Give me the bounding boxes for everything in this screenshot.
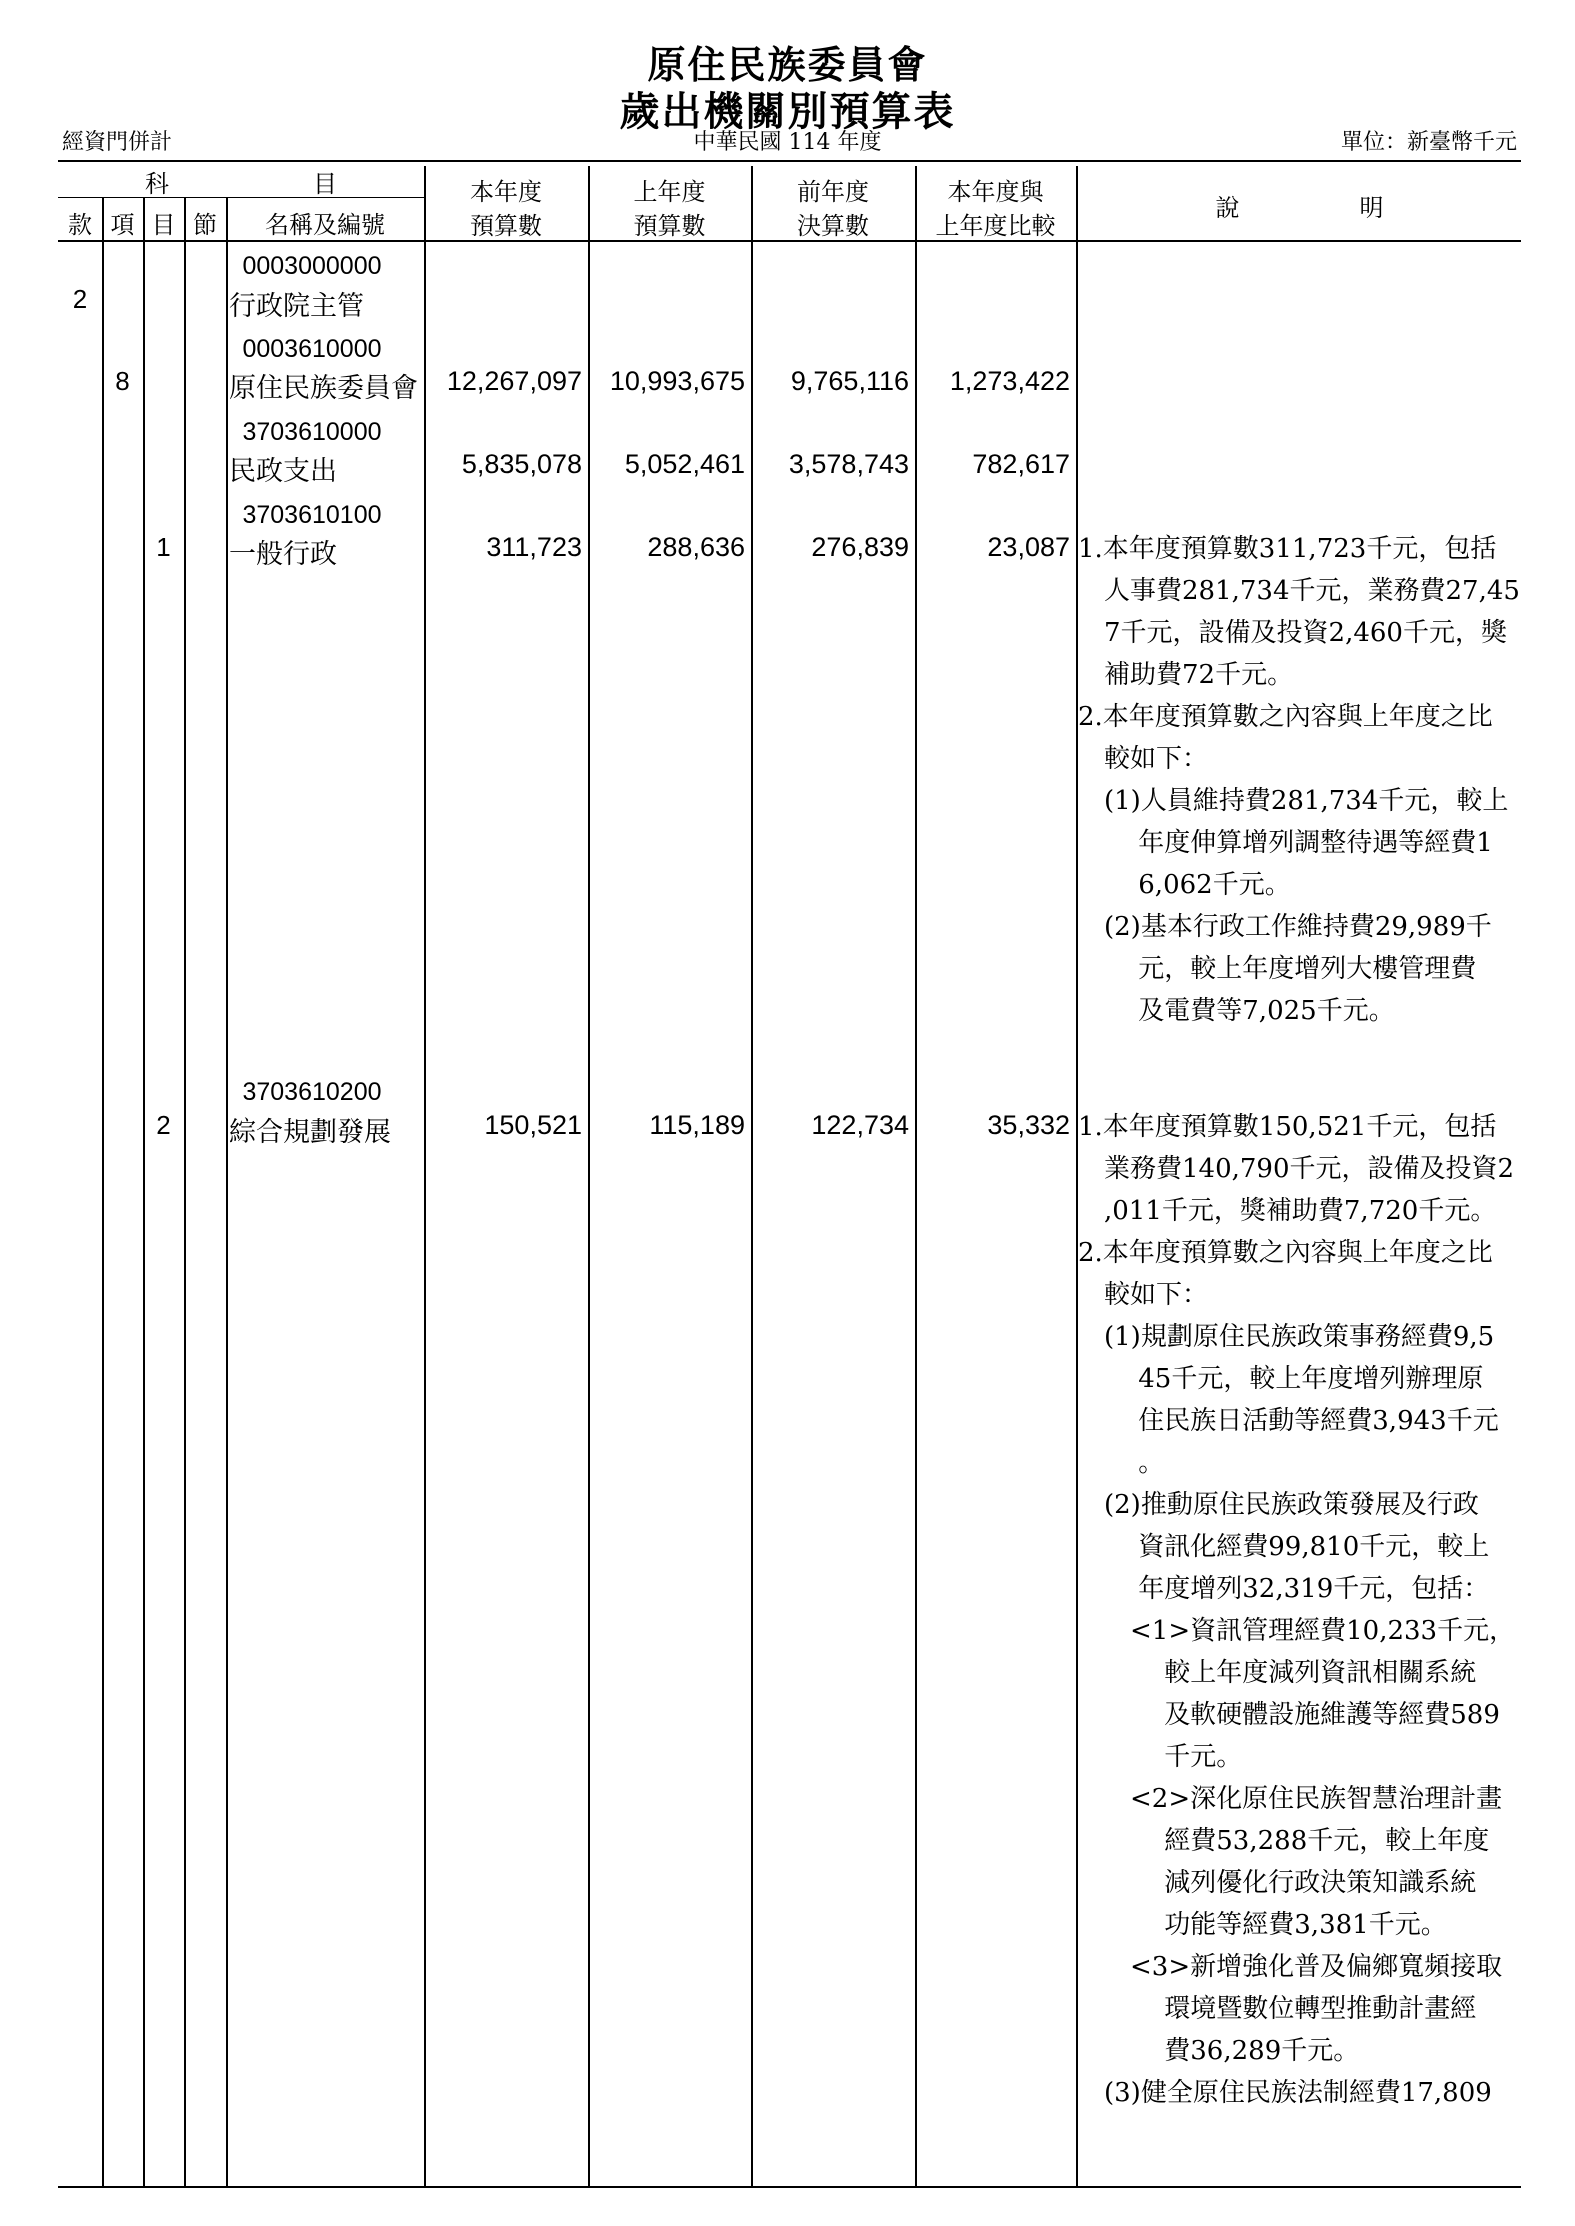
comparison-header-1: 本年度與 (947, 178, 1044, 206)
description-line: 7千元，設備及投資2,460千元，獎 (1078, 618, 1507, 648)
name-code-header: 名稱及編號 (265, 211, 385, 239)
row-code: 3703610000 (242, 418, 382, 446)
description-line: 較如下： (1078, 744, 1209, 774)
row-name: 原住民族委員會 (229, 373, 418, 404)
xiang-header: 項 (110, 211, 135, 239)
unit-label: 單位：新臺幣千元 (1340, 130, 1517, 155)
fiscal-year: 中華民國 114 年度 (693, 130, 882, 155)
description-line: <1>資訊管理經費10,233千元， (1078, 1616, 1516, 1646)
description-planning (1078, 1106, 1526, 2114)
this-year-value: 5,835,078 (461, 449, 582, 479)
description-line: 較上年度減列資訊相關系統 (1078, 1658, 1477, 1688)
description-line: 2.本年度預算數之內容與上年度之比 (1078, 702, 1493, 732)
last-year-header-1: 上年度 (633, 178, 706, 206)
description-line: 2.本年度預算數之內容與上年度之比 (1078, 1238, 1493, 1268)
prev-year-value: 9,765,116 (790, 366, 909, 396)
mu-index: 1 (156, 532, 171, 562)
description-line: <2>深化原住民族智慧治理計畫 (1078, 1784, 1503, 1814)
this-year-value: 311,723 (486, 532, 582, 562)
last-year-value: 5,052,461 (624, 449, 745, 479)
mu-header: 目 (151, 211, 176, 239)
col-rule-this-year (588, 166, 590, 2186)
kuan-header: 款 (68, 211, 92, 239)
row-name: 民政支出 (229, 456, 337, 487)
this-year-header-1: 本年度 (470, 178, 542, 206)
table-title: 歲出機關別預算表 (619, 88, 956, 135)
description-line: (1)規劃原住民族政策事務經費9,5 (1078, 1322, 1495, 1352)
col-rule-mu (184, 197, 186, 2186)
description-line: 環境暨數位轉型推動計畫經 (1078, 1994, 1477, 2024)
description-line: (2)基本行政工作維持費29,989千 (1078, 912, 1492, 942)
description-line: 及電費等7,025千元。 (1078, 996, 1395, 1026)
row-code: 0003000000 (242, 252, 382, 280)
prev-year-header-2: 決算數 (797, 212, 869, 240)
description-line: 補助費72千元。 (1078, 660, 1294, 690)
jie-header: 節 (193, 211, 217, 239)
row-code: 3703610100 (242, 501, 382, 529)
description-line: 功能等經費3,381千元。 (1078, 1910, 1447, 1940)
description-line: 1.本年度預算數311,723千元，包括 (1078, 534, 1497, 564)
xiang-index: 8 (115, 366, 130, 396)
description-line: 費36,289千元。 (1078, 2036, 1360, 2066)
description-line: (2)推動原住民族政策發展及行政 (1078, 1490, 1479, 1520)
description-line: 較如下： (1078, 1280, 1209, 1310)
comparison-value: 23,087 (987, 532, 1070, 562)
description-line: (1)人員維持費281,734千元，較上 (1078, 786, 1509, 816)
description-header: 說 明 (1215, 194, 1384, 222)
description-line: 及軟硬體設施維護等經費589 (1078, 1700, 1500, 1730)
last-year-value: 288,636 (647, 532, 745, 562)
col-rule-name (424, 166, 426, 2186)
description-line: 年度伸算增列調整待遇等經費1 (1078, 828, 1493, 858)
row-code: 0003610000 (242, 335, 382, 363)
description-line: 6,062千元。 (1078, 870, 1291, 900)
org-title: 原住民族委員會 (647, 42, 928, 87)
comparison-value: 35,332 (987, 1110, 1070, 1140)
subject-header: 科 目 (145, 170, 337, 198)
last-year-header-2: 預算數 (633, 212, 706, 240)
row-code: 3703610200 (242, 1078, 382, 1106)
row-name: 一般行政 (229, 539, 337, 570)
comparison-header-2: 上年度比較 (935, 212, 1056, 240)
row-name: 行政院主管 (229, 291, 364, 322)
description-line: 減列優化行政決策知識系統 (1078, 1868, 1477, 1898)
comparison-value: 782,617 (972, 449, 1070, 479)
comparison-value: 1,273,422 (949, 366, 1070, 396)
table-bottom-rule (58, 2186, 1521, 2188)
description-line: 經費53,288千元，較上年度 (1078, 1826, 1490, 1856)
description-general-admin (1078, 528, 1526, 1032)
kuan-index: 2 (72, 284, 88, 314)
description-line: 業務費140,790千元，設備及投資2 (1078, 1154, 1515, 1184)
col-rule-prev-year (915, 166, 917, 2186)
description-line: 元，較上年度增列大樓管理費 (1078, 954, 1477, 984)
last-year-value: 10,993,675 (609, 366, 745, 396)
col-rule-last-year (751, 166, 753, 2186)
description-line: 資訊化經費99,810千元，較上 (1078, 1532, 1490, 1562)
description-line: 。 (1078, 1448, 1165, 1478)
mu-index: 2 (156, 1110, 171, 1140)
description-line: 人事費281,734千元，業務費27,45 (1078, 576, 1520, 606)
col-rule-jie (226, 197, 228, 2186)
description-line: ,011千元，獎補助費7,720千元。 (1078, 1196, 1497, 1226)
description-line: (3)健全原住民族法制經費17,809 (1078, 2078, 1492, 2108)
prev-year-header-1: 前年度 (797, 178, 869, 206)
scope-label: 經資門併計 (62, 130, 173, 155)
last-year-value: 115,189 (649, 1110, 745, 1140)
col-rule-kuan (102, 197, 104, 2186)
prev-year-value: 276,839 (811, 532, 909, 562)
this-year-value: 150,521 (484, 1110, 582, 1140)
description-line: 1.本年度預算數150,521千元，包括 (1078, 1112, 1497, 1142)
table-top-rule (58, 160, 1521, 162)
col-rule-xiang (143, 197, 145, 2186)
description-line: 45千元，較上年度增列辦理原 (1078, 1364, 1484, 1394)
description-line: 千元。 (1078, 1742, 1243, 1772)
this-year-header-2: 預算數 (470, 212, 542, 240)
description-line: <3>新增強化普及偏鄉寬頻接取 (1078, 1952, 1503, 1982)
description-line: 年度增列32,319千元，包括： (1078, 1574, 1490, 1604)
prev-year-value: 122,734 (811, 1110, 909, 1140)
this-year-value: 12,267,097 (446, 366, 582, 396)
row-name: 綜合規劃發展 (229, 1117, 391, 1148)
prev-year-value: 3,578,743 (788, 449, 909, 479)
description-line: 住民族日活動等經費3,943千元 (1078, 1406, 1499, 1436)
